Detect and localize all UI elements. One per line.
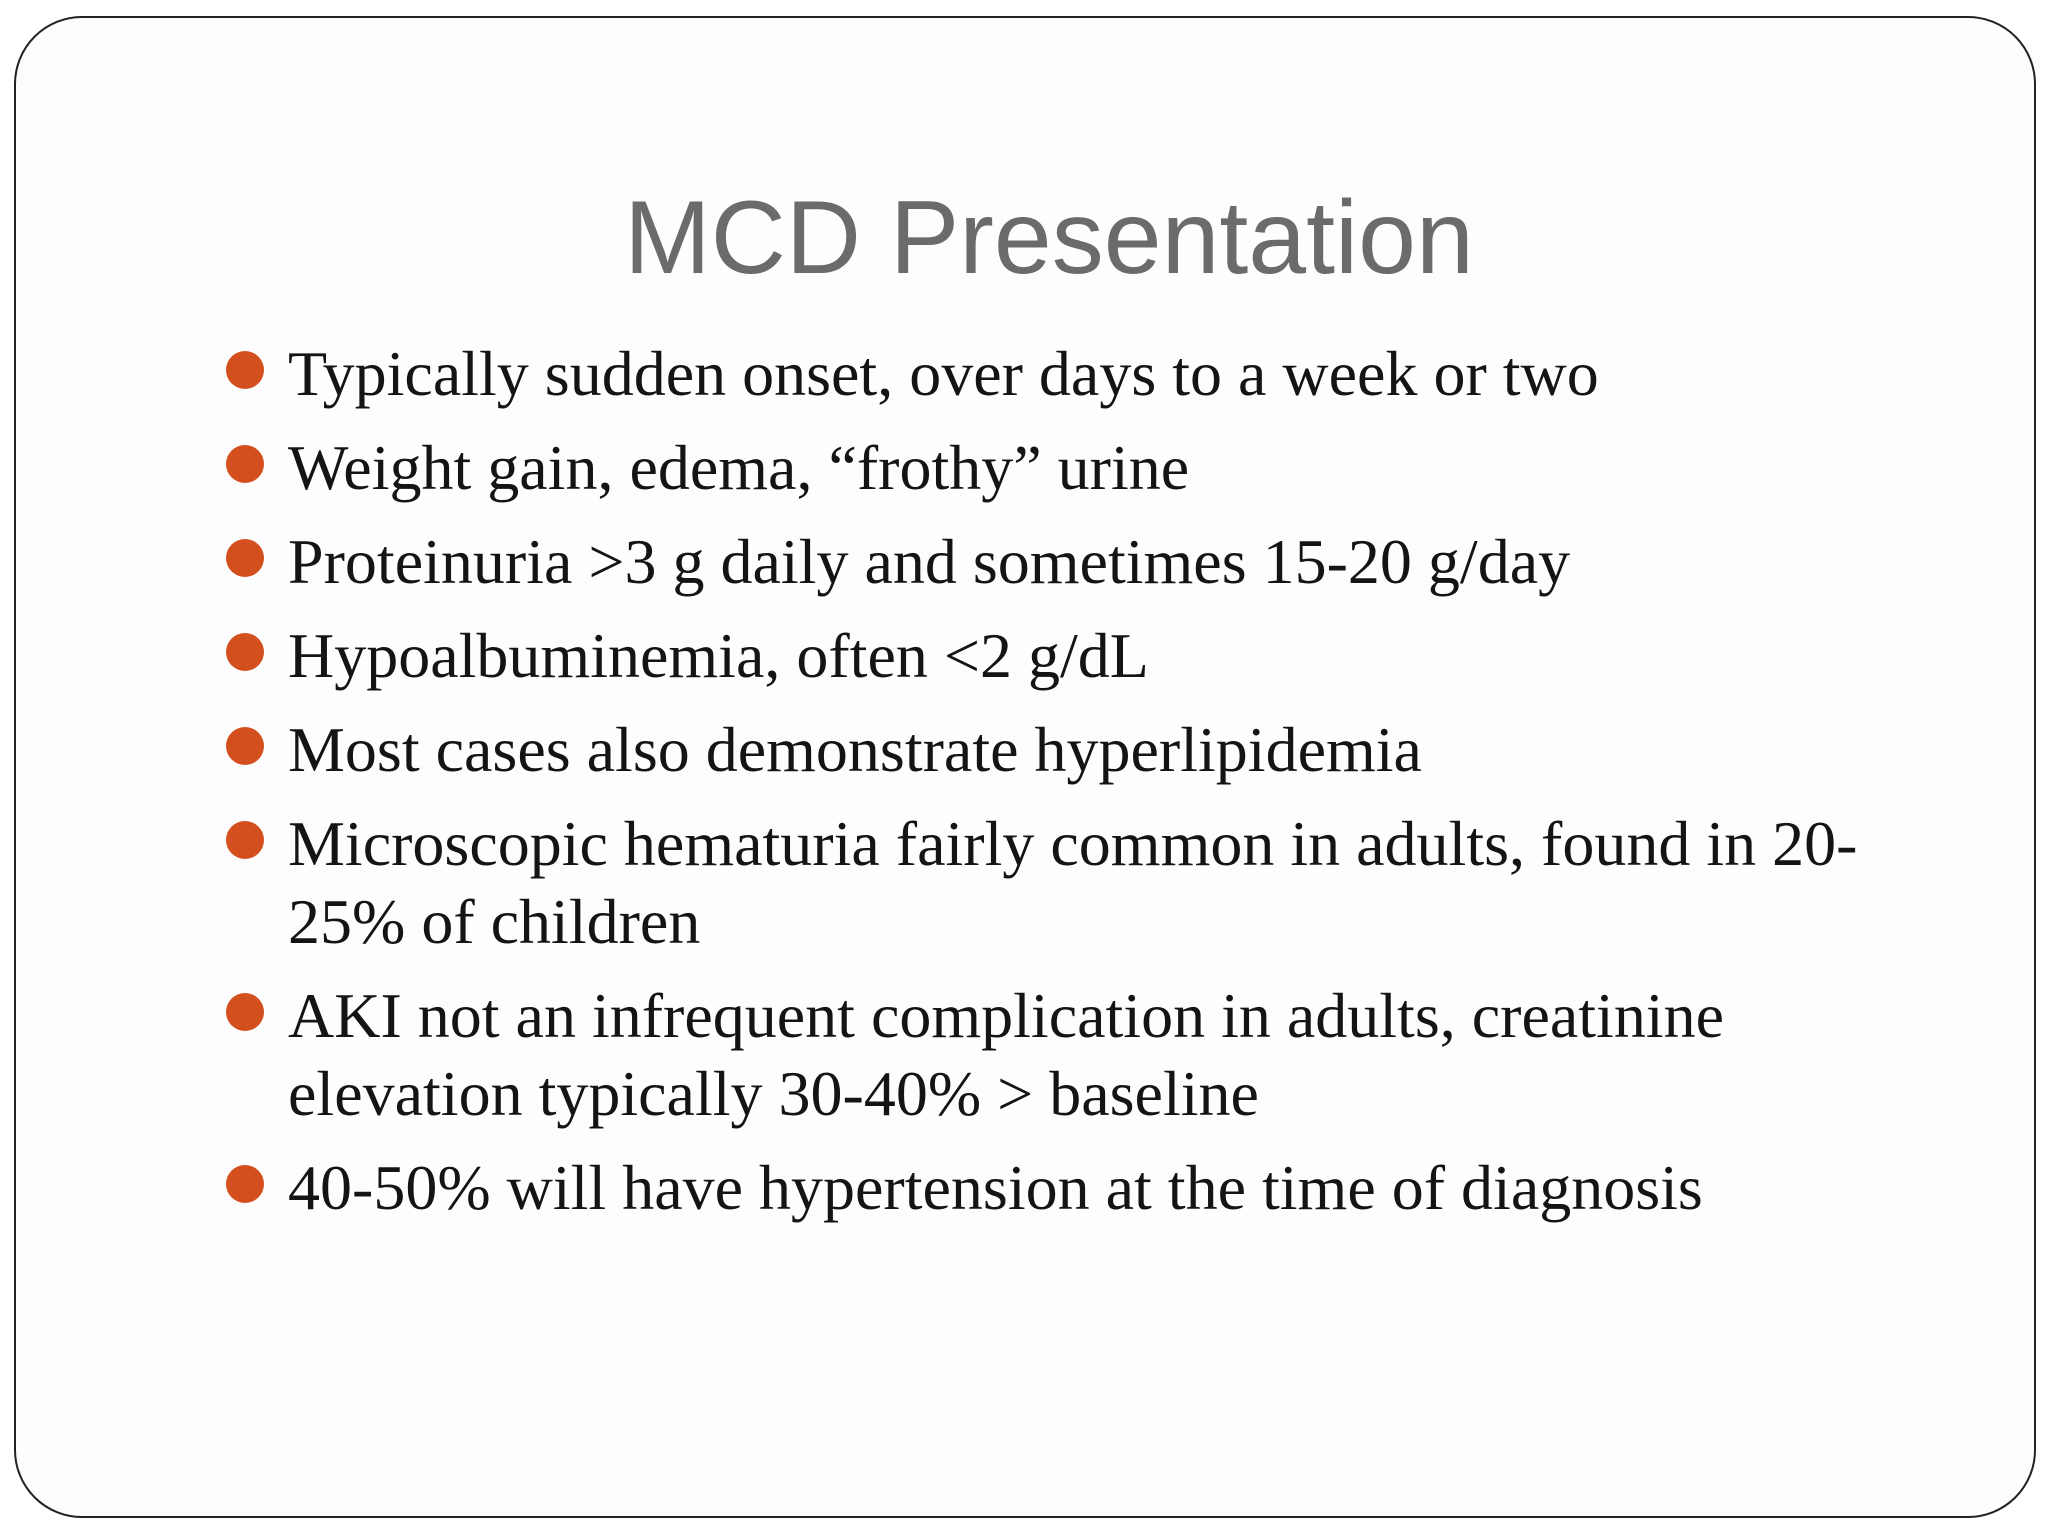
bullet-dot-icon <box>226 993 264 1031</box>
bullet-dot-icon <box>226 539 264 577</box>
bullet-item <box>222 1149 1942 1227</box>
bullet-text: 40-50% will have hypertension at the time of diagnosis <box>288 1152 1703 1223</box>
bullet-dot-icon <box>226 1165 264 1203</box>
bullet-item <box>222 429 1942 507</box>
bullet-dot-icon <box>226 727 264 765</box>
bullet-item <box>222 805 1942 961</box>
bullet-text: Microscopic hematuria fairly common in adults, found in 20-25% of children <box>288 808 1858 957</box>
bullet-dot-icon <box>226 445 264 483</box>
bullet-text: AKI not an infrequent complication in adults, creatinine elevation typically 30-40% > baseline <box>288 980 1724 1129</box>
bullet-dot-icon <box>226 821 264 859</box>
bullet-list <box>222 335 1942 1243</box>
bullet-item <box>222 335 1942 413</box>
slide-title: MCD Presentation <box>624 180 1474 296</box>
bullet-item <box>222 523 1942 601</box>
bullet-dot-icon <box>226 351 264 389</box>
bullet-item <box>222 711 1942 789</box>
bullet-text: Weight gain, edema, “frothy” urine <box>288 432 1190 503</box>
bullet-item <box>222 617 1942 695</box>
bullet-text: Typically sudden onset, over days to a week or two <box>288 338 1599 409</box>
bullet-dot-icon <box>226 633 264 671</box>
bullet-text: Proteinuria >3 g daily and sometimes 15-20 g/day <box>288 526 1571 597</box>
bullet-text: Most cases also demonstrate hyperlipidemia <box>288 714 1422 785</box>
bullet-item <box>222 977 1942 1133</box>
bullet-text: Hypoalbuminemia, often <2 g/dL <box>288 620 1149 691</box>
